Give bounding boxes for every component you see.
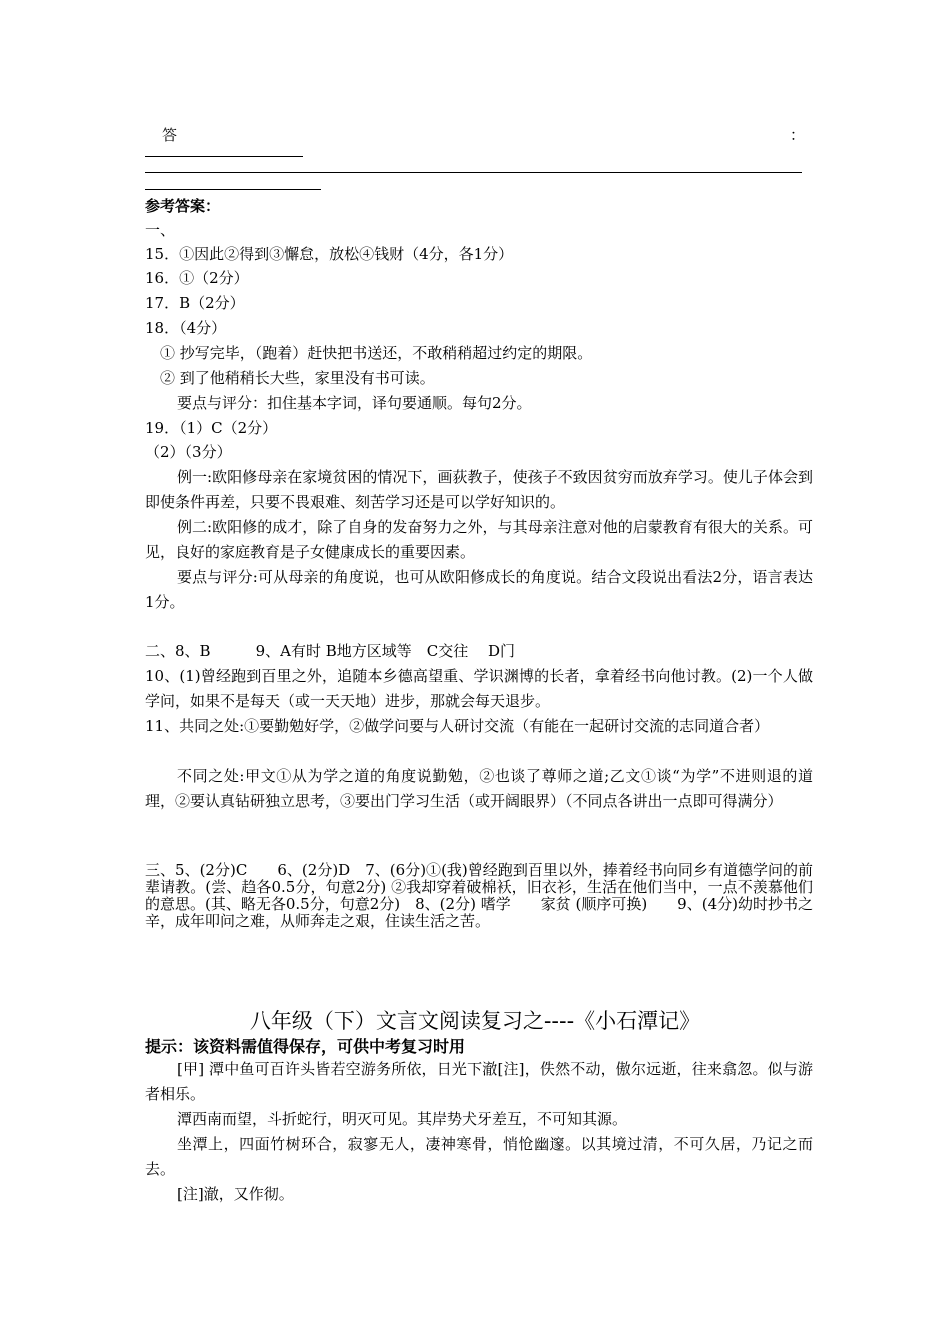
section-2-q10: 10、(1)曾经跑到百里之外，追随本乡德高望重、学识渊博的长者，拿着经书向他讨教。(2)一个人做学问，如果不是每天（或一天天地）进步，那就会每天退步。: [145, 667, 813, 710]
passage-footnote: [注]澈，又作彻。: [177, 1185, 294, 1203]
section-3-answers: 三、5、(2分)C 6、(2分)D 7、(6分)①(我)曾经跑到百里以外，捧着经书向同乡有道德学问的前辈请教。(尝、趋各0.5分，句意2分) ②我却穿着破棉袄，旧衣衫，生活在他们当中，一点不羡慕他们的意思。(其、略无各0.5分，句意2分) 8、(2分) 嗜学 家贫 (顺序可换) 9、(4分)幼时抄书之辛，成年叩问之难，从师奔走之艰，住读生活之苦。: [145, 861, 813, 930]
answer-q18-1: ① 抄写完毕，（跑着）赶快把书送还，不敢稍稍超过约定的期限。: [160, 344, 593, 362]
section-2-q11: 11、共同之处:①要勤勉好学，②做学问要与人研讨交流（有能在一起研讨交流的志同道合者）: [145, 717, 770, 735]
answer-q16: 16．①（2分）: [145, 269, 249, 287]
answer-q18-note: 要点与评分：扣住基本字词，译句要通顺。每句2分。: [177, 394, 532, 412]
passage-paragraph-1: [甲] 潭中鱼可百许头皆若空游务所依，日光下澈[注]，佚然不动，傲尔远逝，往来翕忽。似与游者相乐。: [145, 1060, 813, 1103]
section-2-differences: 不同之处:甲文①从为学之道的角度说勤勉，②也谈了尊师之道;乙文①谈“为学”不进则退的道理，②要认真钻研独立思考，③要出门学习生活（或开阔眼界）（不同点各讲出一点即可得满分）: [145, 767, 813, 810]
answer-q19-2: （2）（3分）: [145, 443, 232, 461]
answer-q19-1: 19．（1）C（2分）: [145, 419, 278, 437]
answer-blank-line-3[interactable]: [145, 189, 321, 190]
answer-q17: 17．B（2分）: [145, 294, 245, 312]
review-title: 八年级（下）文言文阅读复习之----《小石潭记》: [249, 1009, 701, 1033]
section-1-label: 一、: [145, 221, 176, 239]
answer-colon: ：: [790, 126, 806, 144]
section-2-line-1: 二、8、B 9、A有时 B地方区域等 C交往 D门: [145, 642, 516, 660]
answer-q18: 18．（4分）: [145, 319, 227, 337]
answer-example-2: 例二:欧阳修的成才，除了自身的发奋努力之外，与其母亲注意对他的启蒙教育有很大的关系。可见，良好的家庭教育是子女健康成长的重要因素。: [145, 518, 813, 561]
answer-q18-2: ② 到了他稍稍长大些，家里没有书可读。: [160, 369, 435, 387]
answer-blank-line-1[interactable]: [145, 156, 303, 157]
answer-label: 答: [162, 126, 178, 144]
review-hint: 提示：该资料需值得保存，可供中考复习时用: [145, 1037, 466, 1056]
passage-paragraph-3: 坐潭上，四面竹树环合，寂寥无人，凄神寒骨，悄怆幽邃。以其境过清，不可久居，乃记之而去。: [145, 1135, 813, 1178]
answer-example-1: 例一:欧阳修母亲在家境贫困的情况下，画荻教子，使孩子不致因贫穷而放弃学习。使儿子体会到即使条件再差，只要不畏艰难、刻苦学习还是可以学好知识的。: [145, 468, 813, 511]
answer-q19-note: 要点与评分:可从母亲的角度说，也可从欧阳修成长的角度说。结合文段说出看法2分，语言表达1分。: [145, 568, 813, 611]
answer-q15: 15．①因此②得到③懈怠，放松④钱财（4分，各1分）: [145, 245, 514, 263]
answer-blank-line-2[interactable]: [145, 172, 802, 173]
passage-paragraph-2: 潭西南而望，斗折蛇行，明灭可见。其岸势犬牙差互，不可知其源。: [177, 1110, 628, 1128]
reference-heading: 参考答案：: [145, 197, 221, 215]
